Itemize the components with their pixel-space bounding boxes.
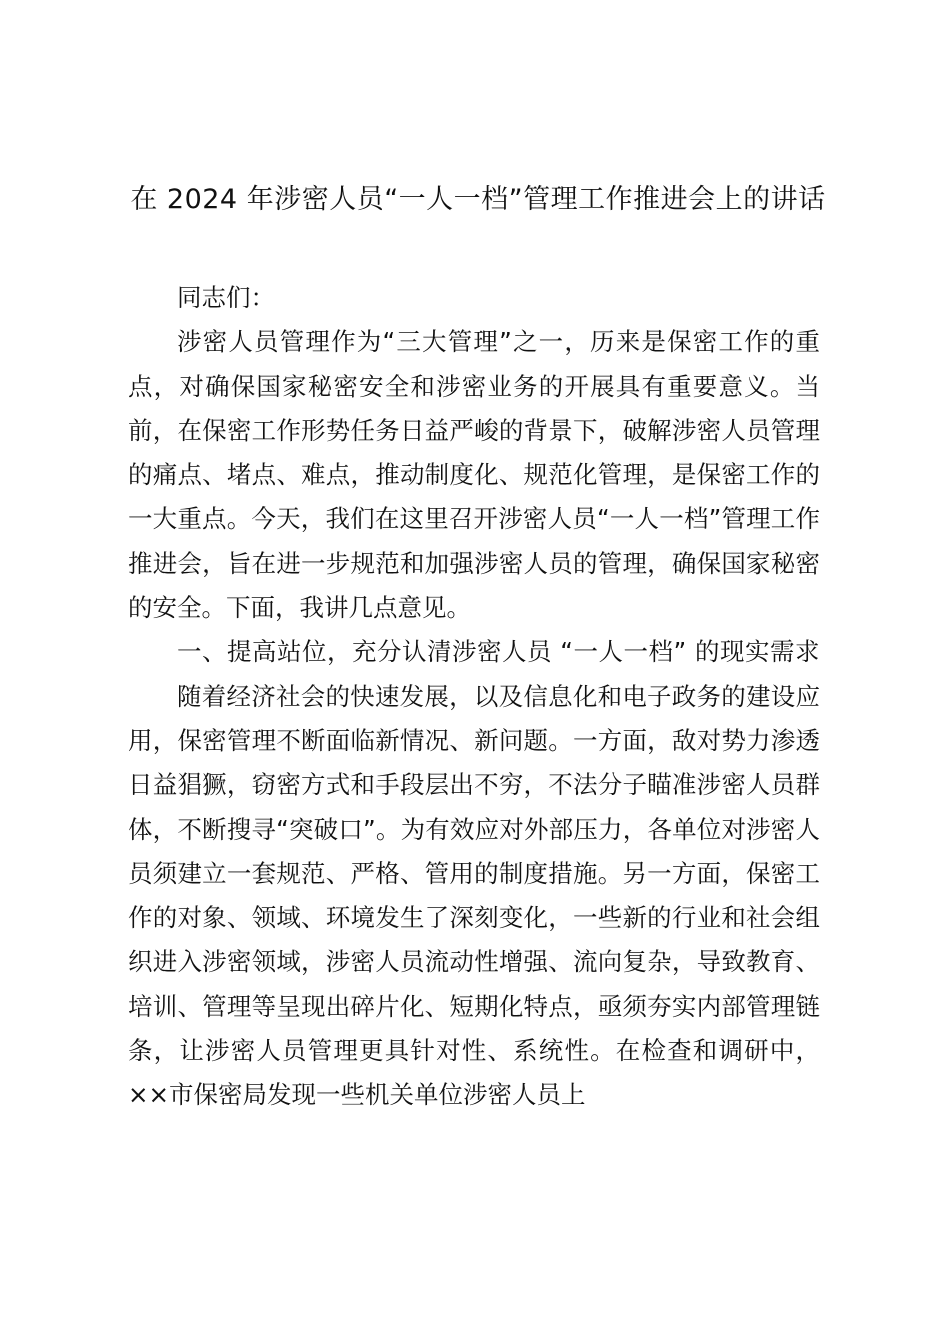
section-heading-1: 一、提高站位，充分认清涉密人员 “一人一档” 的现实需求 <box>177 637 820 667</box>
paragraph-intro: 涉密人员管理作为“三大管理”之一，历来是保密工作的重点，对确保国家秘密安全和涉密业务的开展具有重要意义。当前，在保密工作形势任务日益严峻的背景下，破解涉密人员管理的痛点、堵点、难点，推动制度化、规范化管理，是保密工作的一大重点。今天，我们在这里召开涉密人员“一人一档”管理工作推进会，旨在进一步规范和加强涉密人员的管理，确保国家秘密的安全。下面，我讲几点意见。 <box>128 327 820 623</box>
salutation: 同志们： <box>177 283 275 312</box>
paragraph-section-1: 随着经济社会的快速发展，以及信息化和电子政务的建设应用，保密管理不断面临新情况、新问题。一方面，敌对势力渗透日益猖獗，窃密方式和手段层出不穷，不法分子瞄准涉密人员群体，不断搜寻“突破口”。为有效应对外部压力，各单位对涉密人员须建立一套规范、严格、管用的制度措施。另一方面，保密工作的对象、领域、环境发生了深刻变化，一些新的行业和社会组织进入涉密领域，涉密人员流动性增强、流向复杂，导致教育、培训、管理等呈现出碎片化、短期化特点，亟须夯实内部管理链条，让涉密人员管理更具针对性、系统性。在检查和调研中，××市保密局发现一些机关单位涉密人员上 <box>128 681 820 1110</box>
document-body <box>128 276 820 1118</box>
document-title: 在 2024 年涉密人员“一人一档”管理工作推进会上的讲话 <box>130 184 826 215</box>
